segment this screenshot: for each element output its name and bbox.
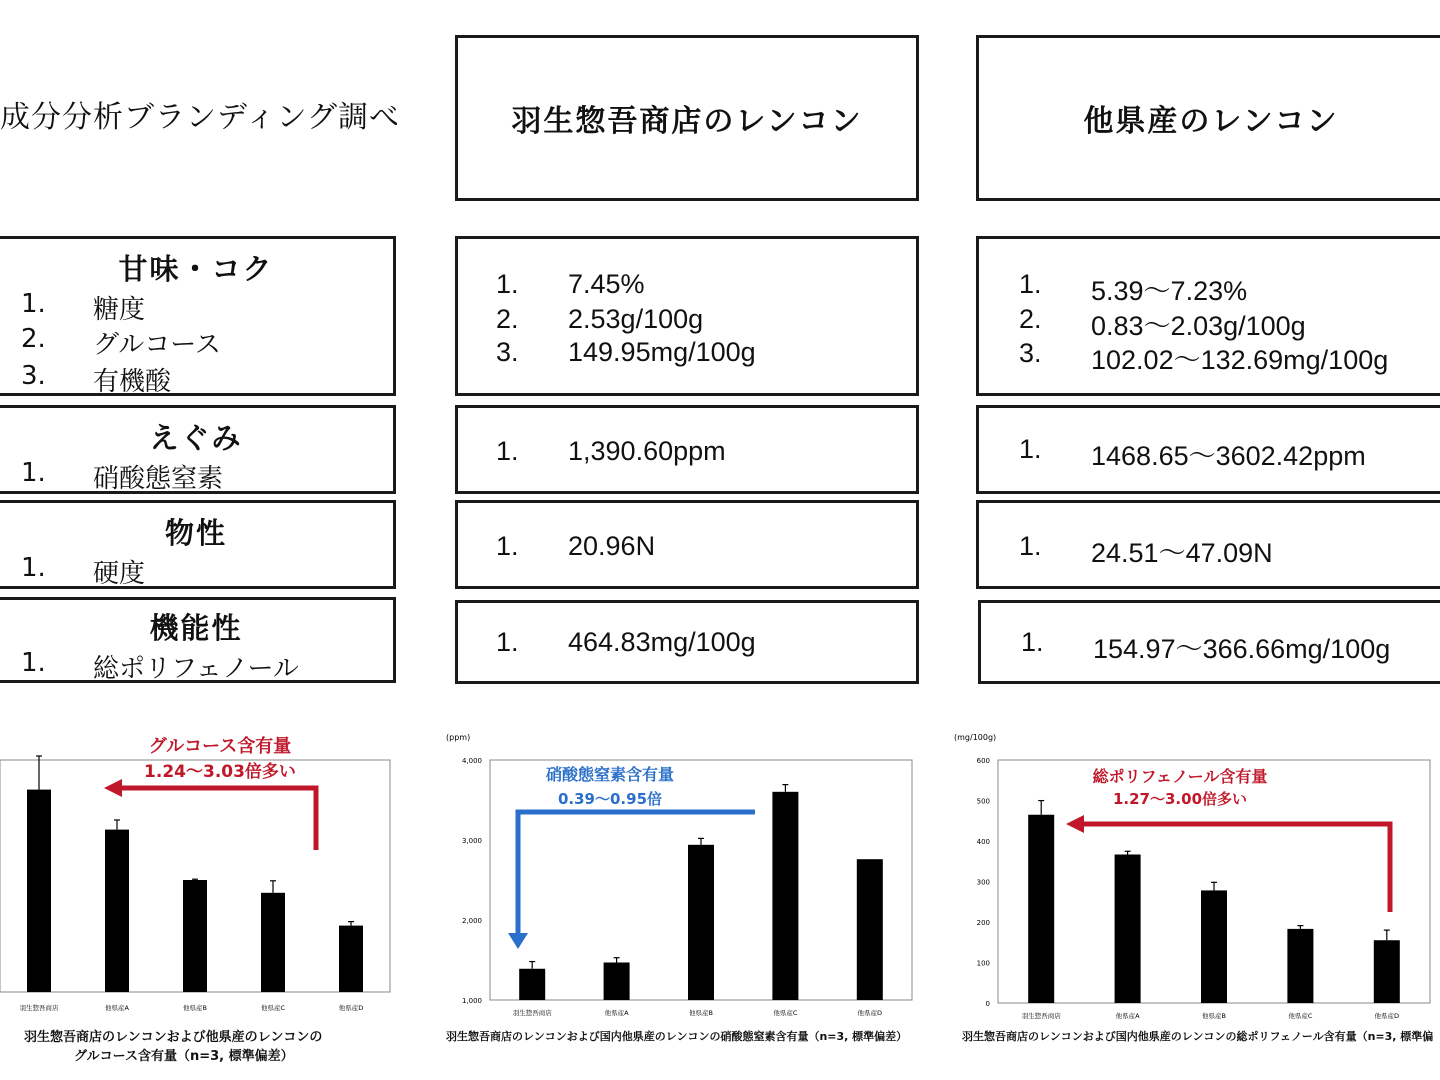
header-box-other [976,35,1440,201]
page-title: 成分分析ブランディング調べ [0,100,400,135]
annotation-detail: 1.27～3.00倍多い [1112,790,1248,808]
glucose-chart [0,720,400,1020]
value-box-hanyu-sweetness: 1. 7.45% 2. 2.53g/100g 3. 149.95mg/100g [455,236,919,396]
x-tick-label: 他県産C [260,1004,286,1012]
x-tick-label: 他県産D [1374,1012,1400,1020]
value-box-hanyu-physical: 1. 20.96N [455,500,919,589]
value-box-other-physical: 1. 24.51～47.09N [976,500,1440,589]
category-box-physical: 物性 1. 硬度 [0,500,396,589]
bar [261,893,285,992]
category-box-sweetness: 甘味・コク 1. 糖度 2. グルコース 3. 有機酸 [0,236,396,396]
y-tick-label: 600 [976,757,990,765]
annotation-title: 総ポリフェノール含有量 [1092,767,1268,786]
annotation-detail: 1.24～3.03倍多い [144,762,296,782]
header-hanyu: 羽生惣吾商店のレンコン [511,104,863,139]
category-box-functional: 機能性 1. 総ポリフェノール [0,597,396,683]
bar [183,880,207,992]
polyphenol-chart-svg [950,720,1440,1020]
annotation-arrow [518,812,755,935]
value-box-hanyu-functional: 1. 464.83mg/100g [455,600,919,684]
y-tick-label: 400 [976,838,990,846]
bar [1115,855,1141,1003]
x-tick-label: 他県産D [857,1009,883,1017]
nitrate-chart-svg [440,720,920,1020]
x-tick-label: 他県産D [338,1004,364,1012]
x-tick-label: 羽生惣吾商店 [1021,1012,1061,1020]
y-tick-label: 0 [985,1000,990,1008]
annotation-arrow [120,788,316,850]
x-tick-label: 他県産A [105,1004,129,1012]
bar [519,969,545,1000]
y-tick-label: 1,000 [461,997,482,1005]
x-tick-label: 羽生惣吾商店 [19,1004,59,1012]
chart-caption: 羽生惣吾商店のレンコンおよび他県産のレンコンの [24,1030,323,1045]
arrow-head [104,779,122,797]
bar [1374,940,1400,1003]
x-tick-label: 他県産B [183,1004,207,1012]
bar [1028,815,1054,1003]
value-box-hanyu-egumi: 1. 1,390.60ppm [455,405,919,494]
x-tick-label: 他県産C [1288,1012,1313,1020]
header-other: 他県産のレンコン [1083,104,1339,139]
x-tick-label: 他県産B [1202,1012,1226,1020]
x-tick-label: 他県産B [689,1009,713,1017]
annotation-title: 硝酸態窒素含有量 [545,765,675,784]
x-tick-label: 他県産C [773,1009,798,1017]
y-axis-label: (ppm) [446,733,471,742]
annotation-title: グルコース含有量 [148,736,292,757]
bar [339,926,363,992]
category-title: 甘味・コク [118,252,274,286]
bar [604,963,630,1000]
y-tick-label: 3,000 [461,837,482,845]
glucose-chart-svg [0,720,400,1020]
category-box-egumi: えぐみ 1. 硝酸態窒素 [0,405,396,494]
chart-caption: 羽生惣吾商店のレンコンおよび国内他県産のレンコンの総ポリフェノール含有量（n=3, 標準偏 [962,1030,1434,1043]
y-tick-label: 200 [976,919,990,927]
y-tick-label: 500 [976,797,990,806]
y-tick-label: 100 [976,959,990,968]
value-box-other-functional: 1. 154.97～366.66mg/100g [978,600,1440,684]
bar [27,790,51,992]
x-tick-label: 他県産A [604,1009,629,1017]
bar [1287,929,1313,1003]
bar [105,830,129,992]
bar [857,859,883,1000]
chart-caption: 羽生惣吾商店のレンコンおよび国内他県産のレンコンの硝酸態窒素含有量（n=3, 標準偏差） [446,1030,908,1043]
bar [772,792,798,1000]
chart-caption: グルコース含有量（n=3, 標準偏差） [74,1049,294,1064]
value-box-other-sweetness: 1. 5.39～7.23% 2. 0.83～2.03g/100g 3. 102.02～132.69mg/100g [976,236,1440,396]
y-tick-label: 4,000 [461,757,482,765]
category-title: 物性 [164,516,227,550]
x-tick-label: 羽生惣吾商店 [512,1009,552,1017]
polyphenol-chart [950,720,1440,1020]
category-title: えぐみ [149,421,243,455]
bar [1201,890,1227,1003]
bar [688,845,714,1000]
value-box-other-egumi: 1. 1468.65～3602.42ppm [976,405,1440,494]
nitrate-chart [440,720,920,1020]
annotation-detail: 0.39～0.95倍 [557,790,663,808]
arrow-head [508,933,528,949]
x-tick-label: 他県産A [1115,1012,1140,1020]
y-tick-label: 300 [976,878,990,887]
category-title: 機能性 [149,611,243,645]
y-axis-label: (mg/100g) [954,733,997,742]
y-tick-label: 2,000 [461,917,482,925]
header-box-hanyu [455,35,919,201]
arrow-head [1066,815,1084,833]
